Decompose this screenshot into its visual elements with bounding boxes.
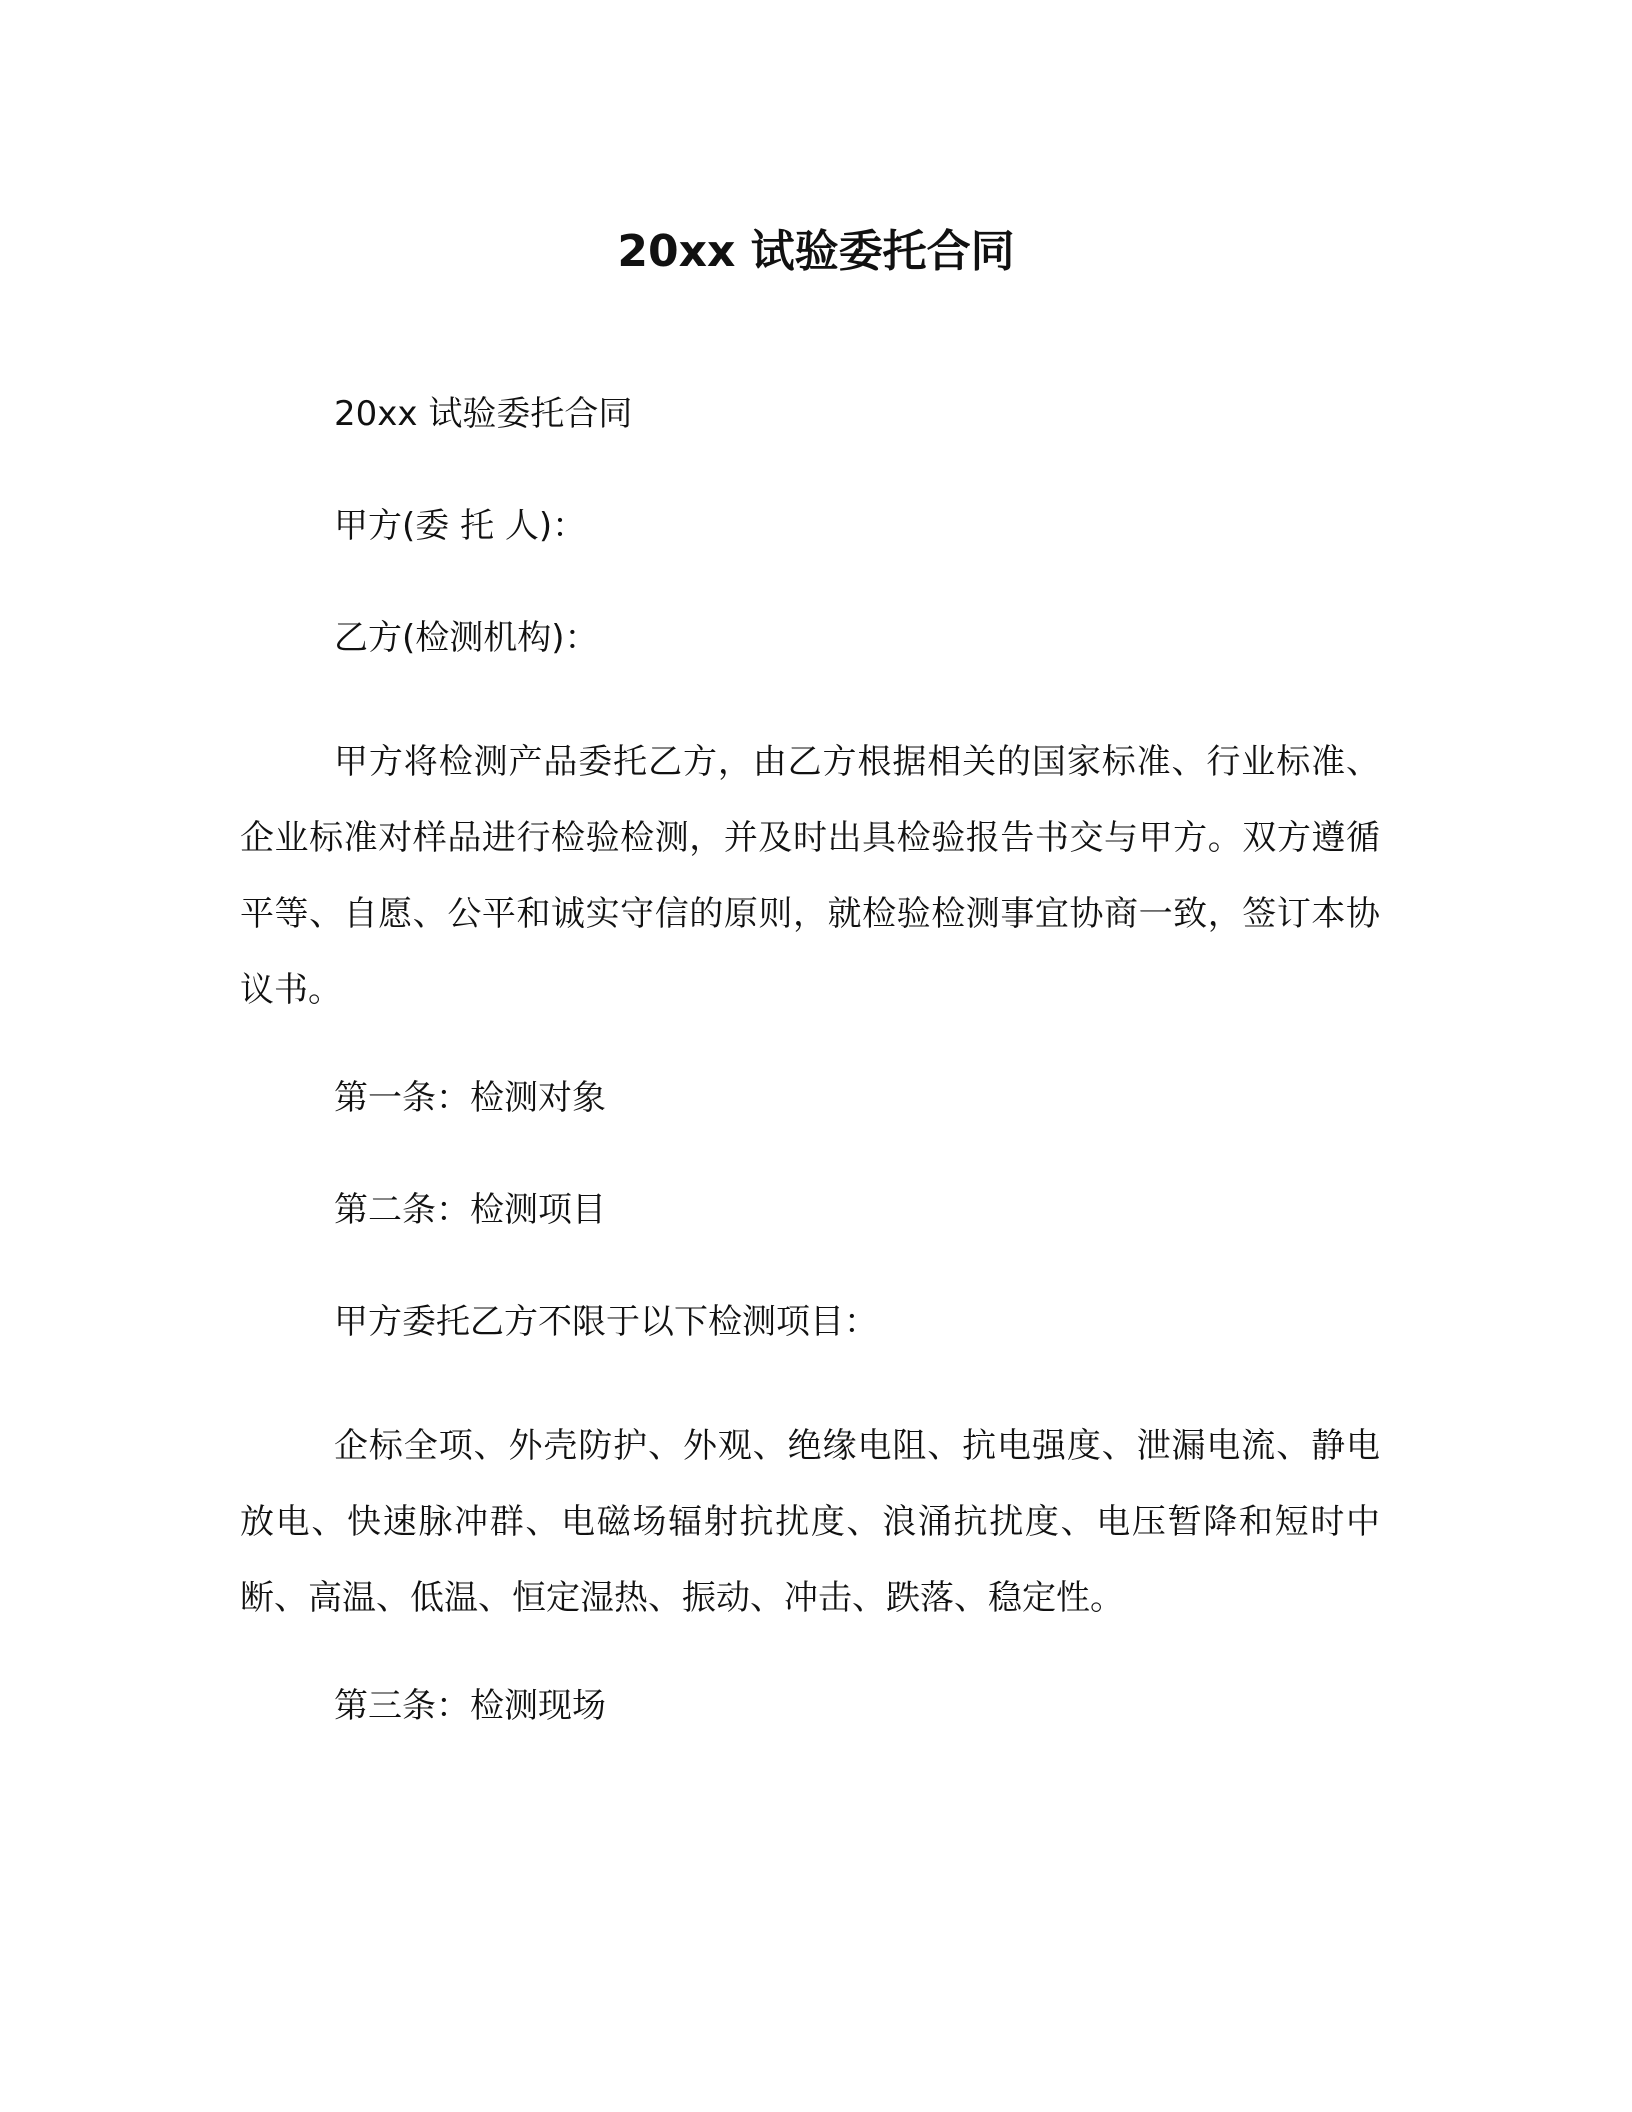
party-a-line: 甲方(委 托 人)： [334,506,587,546]
party-b-line: 乙方(检测机构)： [334,618,599,658]
article-3-heading: 第三条：检测现场 [334,1686,606,1726]
article-1-heading: 第一条：检测对象 [334,1078,606,1118]
subtitle-line: 20xx 试验委托合同 [334,394,633,434]
article-2-heading: 第二条：检测项目 [334,1190,606,1230]
intro-paragraph: 甲方将检测产品委托乙方，由乙方根据相关的国家标准、行业标准、企业标准对样品进行检验检测，并及时出具检验报告书交与甲方。双方遵循平等、自愿、公平和诚实守信的原则，就检验检测事宜协商一致，签订本协议书。 [240,742,1380,1010]
test-items-list: 企标全项、外壳防护、外观、绝缘电阻、抗电强度、泄漏电流、静电放电、快速脉冲群、电磁场辐射抗扰度、浪涌抗扰度、电压暂降和短时中断、高温、低温、恒定湿热、振动、冲击、跌落、稳定性。 [240,1426,1380,1618]
document-body [240,388,1380,1792]
test-items-intro: 甲方委托乙方不限于以下检测项目： [334,1302,878,1342]
document-title: 20xx 试验委托合同 [617,226,1015,277]
